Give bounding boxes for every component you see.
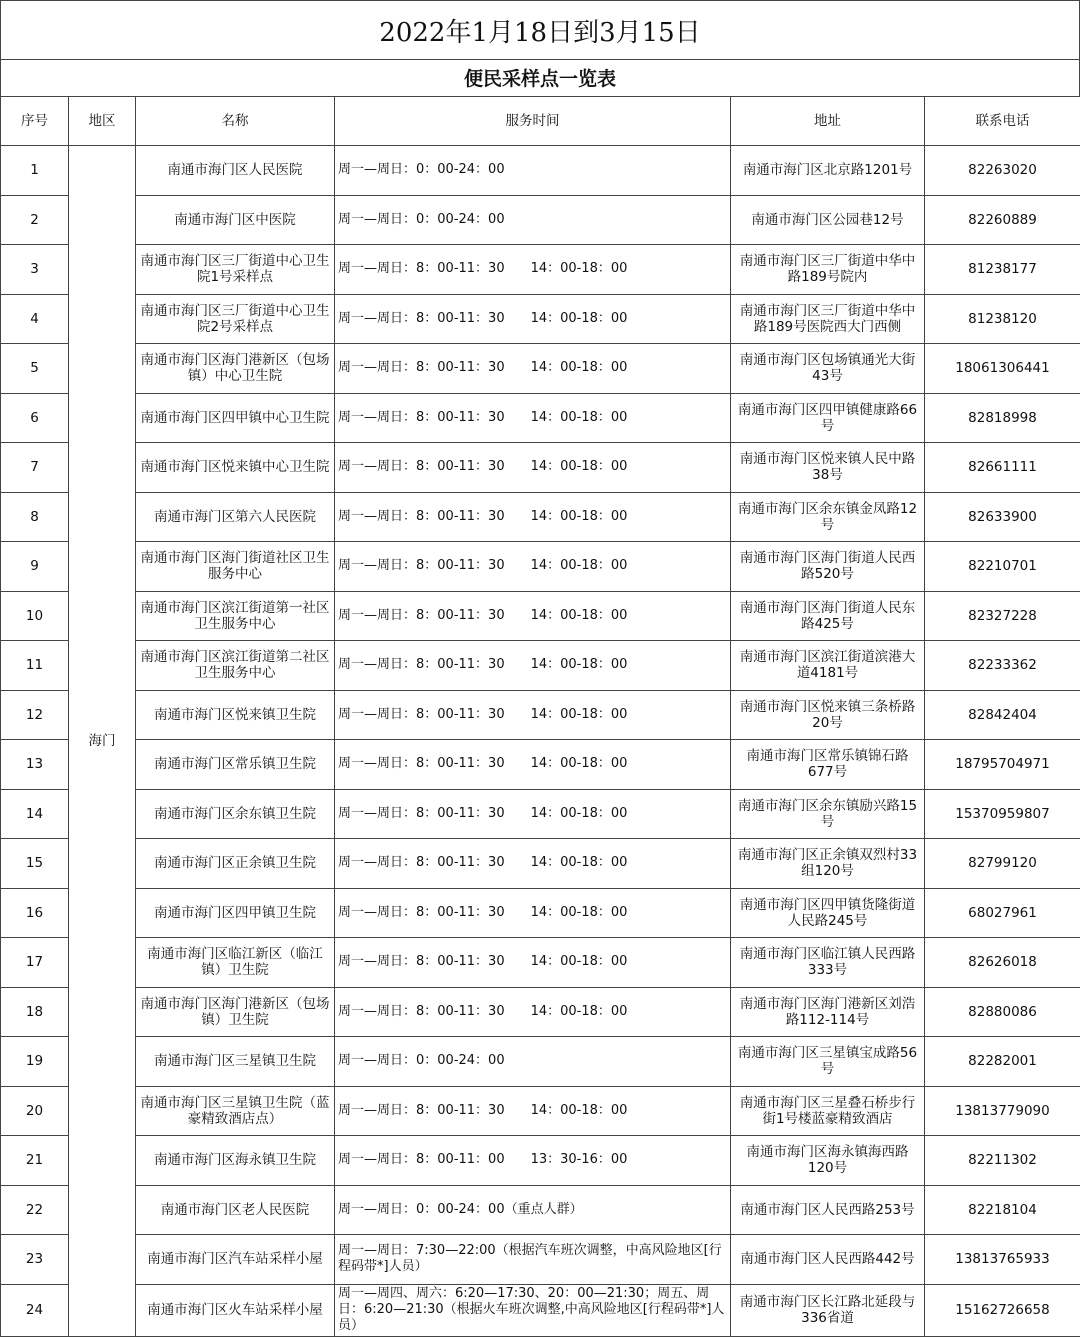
table-row: [1, 245, 1080, 295]
table-row: [1, 146, 1080, 196]
table-row: [1, 641, 1080, 691]
site-address: 南通市海门区海永镇海西路120号: [731, 1136, 925, 1186]
site-address: 南通市海门区公园巷12号: [731, 195, 925, 245]
table-row: [1, 393, 1080, 443]
contact-phone: 82263020: [925, 146, 1080, 196]
contact-phone: 82327228: [925, 591, 1080, 641]
service-time: 周一—周日：0：00-24：00（重点人群）: [335, 1185, 731, 1235]
site-name: 南通市海门区第六人民医院: [136, 492, 335, 542]
contact-phone: 82842404: [925, 690, 1080, 740]
header-name: 名称: [136, 97, 335, 146]
header-address: 地址: [731, 97, 925, 146]
row-number: 22: [1, 1185, 69, 1235]
table-row: [1, 591, 1080, 641]
site-name: 南通市海门区常乐镇卫生院: [136, 740, 335, 790]
service-time: 周一—周日：8：00-11：30 14：00-18：00: [335, 987, 731, 1037]
site-name: 南通市海门区余东镇卫生院: [136, 789, 335, 839]
site-name: 南通市海门区海永镇卫生院: [136, 1136, 335, 1186]
site-name: 南通市海门区四甲镇卫生院: [136, 888, 335, 938]
row-number: 6: [1, 393, 69, 443]
site-address: 南通市海门区余东镇金凤路12号: [731, 492, 925, 542]
contact-phone: 81238120: [925, 294, 1080, 344]
header-service-time: 服务时间: [335, 97, 731, 146]
site-address: 南通市海门区长江路北延段与336省道: [731, 1284, 925, 1336]
site-address: 南通市海门区四甲镇健康路66号: [731, 393, 925, 443]
service-time: 周一—周日：7:30—22:00（根据汽车班次调整，中高风险地区[行程码带*]人员）: [335, 1235, 731, 1285]
table-row: [1, 443, 1080, 493]
table-row: [1, 888, 1080, 938]
row-number: 18: [1, 987, 69, 1037]
site-address: 南通市海门区人民西路253号: [731, 1185, 925, 1235]
service-time: 周一—周日：8：00-11：30 14：00-18：00: [335, 245, 731, 295]
site-name: 南通市海门区人民医院: [136, 146, 335, 196]
table-row: [1, 938, 1080, 988]
site-name: 南通市海门区中医院: [136, 195, 335, 245]
service-time: 周一—周日：8：00-11：30 14：00-18：00: [335, 591, 731, 641]
row-number: 7: [1, 443, 69, 493]
contact-phone: 15162726658: [925, 1284, 1080, 1336]
site-name: 南通市海门区三星镇卫生院（蓝豪精致酒店点）: [136, 1086, 335, 1136]
contact-phone: 82818998: [925, 393, 1080, 443]
service-time: 周一—周日：0：00-24：00: [335, 146, 731, 196]
site-address: 南通市海门区四甲镇货隆街道人民路245号: [731, 888, 925, 938]
site-name: 南通市海门区汽车站采样小屋: [136, 1235, 335, 1285]
service-time: 周一—周日：8：00-11：00 13：30-16：00: [335, 1136, 731, 1186]
row-number: 9: [1, 542, 69, 592]
site-name: 南通市海门区四甲镇中心卫生院: [136, 393, 335, 443]
table-row: [1, 789, 1080, 839]
site-address: 南通市海门区海门港新区刘浩路112-114号: [731, 987, 925, 1037]
row-number: 8: [1, 492, 69, 542]
table-row: [1, 839, 1080, 889]
site-name: 南通市海门区火车站采样小屋: [136, 1284, 335, 1336]
contact-phone: 82799120: [925, 839, 1080, 889]
service-time: 周一—周日：8：00-11：30 14：00-18：00: [335, 492, 731, 542]
row-number: 24: [1, 1284, 69, 1336]
contact-phone: 68027961: [925, 888, 1080, 938]
service-time: 周一—周日：8：00-11：30 14：00-18：00: [335, 1086, 731, 1136]
service-time: 周一—周四、周六：6:20—17:30、20：00—21:30；周五、周日：6:20—21:30（根据火车班次调整,中高风险地区[行程码带*]人员）: [335, 1284, 731, 1336]
service-time: 周一—周日：8：00-11：30 14：00-18：00: [335, 740, 731, 790]
site-name: 南通市海门区三星镇卫生院: [136, 1037, 335, 1087]
service-time: 周一—周日：8：00-11：30 14：00-18：00: [335, 443, 731, 493]
table-row: [1, 1185, 1080, 1235]
table-row: [1, 542, 1080, 592]
site-name: 南通市海门区三厂街道中心卫生院2号采样点: [136, 294, 335, 344]
contact-phone: 82633900: [925, 492, 1080, 542]
site-address: 南通市海门区余东镇励兴路15号: [731, 789, 925, 839]
region-cell: 海门: [69, 146, 136, 1337]
site-name: 南通市海门区悦来镇卫生院: [136, 690, 335, 740]
site-name: 南通市海门区滨江街道第一社区卫生服务中心: [136, 591, 335, 641]
row-number: 23: [1, 1235, 69, 1285]
service-time: 周一—周日：8：00-11：30 14：00-18：00: [335, 839, 731, 889]
table-row: [1, 294, 1080, 344]
service-time: 周一—周日：8：00-11：30 14：00-18：00: [335, 641, 731, 691]
row-number: 4: [1, 294, 69, 344]
service-time: 周一—周日：8：00-11：30 14：00-18：00: [335, 393, 731, 443]
row-number: 14: [1, 789, 69, 839]
contact-phone: 15370959807: [925, 789, 1080, 839]
contact-phone: 13813765933: [925, 1235, 1080, 1285]
service-time: 周一—周日：8：00-11：30 14：00-18：00: [335, 938, 731, 988]
site-name: 南通市海门区悦来镇中心卫生院: [136, 443, 335, 493]
site-name: 南通市海门区海门港新区（包场镇）卫生院: [136, 987, 335, 1037]
page-title: 2022年1月18日到3月15日: [0, 0, 1080, 60]
site-address: 南通市海门区海门街道人民东路425号: [731, 591, 925, 641]
site-address: 南通市海门区悦来镇人民中路38号: [731, 443, 925, 493]
row-number: 10: [1, 591, 69, 641]
service-time: 周一—周日：8：00-11：30 14：00-18：00: [335, 542, 731, 592]
site-address: 南通市海门区三星镇宝成路56号: [731, 1037, 925, 1087]
header-phone: 联系电话: [925, 97, 1080, 146]
row-number: 16: [1, 888, 69, 938]
table-row: [1, 492, 1080, 542]
header-row: [1, 97, 1080, 146]
header-number: 序号: [1, 97, 69, 146]
site-address: 南通市海门区悦来镇三条桥路20号: [731, 690, 925, 740]
table-row: [1, 690, 1080, 740]
table-subtitle: 便民采样点一览表: [0, 59, 1080, 97]
site-name: 南通市海门区正余镇卫生院: [136, 839, 335, 889]
contact-phone: 82260889: [925, 195, 1080, 245]
table-row: [1, 1136, 1080, 1186]
table-row: [1, 740, 1080, 790]
site-name: 南通市海门区海门街道社区卫生服务中心: [136, 542, 335, 592]
site-address: 南通市海门区海门街道人民西路520号: [731, 542, 925, 592]
table-row: [1, 344, 1080, 394]
row-number: 19: [1, 1037, 69, 1087]
site-address: 南通市海门区常乐镇锦石路677号: [731, 740, 925, 790]
contact-phone: 82211302: [925, 1136, 1080, 1186]
service-time: 周一—周日：0：00-24：00: [335, 195, 731, 245]
contact-phone: 81238177: [925, 245, 1080, 295]
service-time: 周一—周日：8：00-11：30 14：00-18：00: [335, 789, 731, 839]
row-number: 3: [1, 245, 69, 295]
row-number: 1: [1, 146, 69, 196]
contact-phone: 82233362: [925, 641, 1080, 691]
service-time: 周一—周日：0：00-24：00: [335, 1037, 731, 1087]
site-name: 南通市海门区滨江街道第二社区卫生服务中心: [136, 641, 335, 691]
service-time: 周一—周日：8：00-11：30 14：00-18：00: [335, 344, 731, 394]
table-row: [1, 195, 1080, 245]
site-name: 南通市海门区老人民医院: [136, 1185, 335, 1235]
row-number: 21: [1, 1136, 69, 1186]
contact-phone: 82218104: [925, 1185, 1080, 1235]
site-address: 南通市海门区滨江街道滨港大道4181号: [731, 641, 925, 691]
row-number: 15: [1, 839, 69, 889]
table-row: [1, 1037, 1080, 1087]
site-name: 南通市海门区临江新区（临江镇）卫生院: [136, 938, 335, 988]
service-time: 周一—周日：8：00-11：30 14：00-18：00: [335, 690, 731, 740]
contact-phone: 82210701: [925, 542, 1080, 592]
contact-phone: 82661111: [925, 443, 1080, 493]
contact-phone: 18061306441: [925, 344, 1080, 394]
site-address: 南通市海门区正余镇双烈村33组120号: [731, 839, 925, 889]
contact-phone: 82880086: [925, 987, 1080, 1037]
site-address: 南通市海门区三星叠石桥步行街1号楼蓝豪精致酒店: [731, 1086, 925, 1136]
table-row: [1, 1086, 1080, 1136]
contact-phone: 18795704971: [925, 740, 1080, 790]
service-time: 周一—周日：8：00-11：30 14：00-18：00: [335, 888, 731, 938]
table-row: [1, 1284, 1080, 1336]
row-number: 5: [1, 344, 69, 394]
contact-phone: 82282001: [925, 1037, 1080, 1087]
row-number: 13: [1, 740, 69, 790]
table-row: [1, 1235, 1080, 1285]
service-time: 周一—周日：8：00-11：30 14：00-18：00: [335, 294, 731, 344]
contact-phone: 82626018: [925, 938, 1080, 988]
sampling-sites-table: [0, 96, 1080, 1337]
header-region: 地区: [69, 97, 136, 146]
site-address: 南通市海门区三厂街道中华中路189号院内: [731, 245, 925, 295]
contact-phone: 13813779090: [925, 1086, 1080, 1136]
site-address: 南通市海门区临江镇人民西路333号: [731, 938, 925, 988]
site-address: 南通市海门区三厂街道中华中路189号医院西大门西侧: [731, 294, 925, 344]
site-address: 南通市海门区北京路1201号: [731, 146, 925, 196]
site-address: 南通市海门区包场镇通光大街43号: [731, 344, 925, 394]
table-row: [1, 987, 1080, 1037]
site-name: 南通市海门区三厂街道中心卫生院1号采样点: [136, 245, 335, 295]
row-number: 11: [1, 641, 69, 691]
site-name: 南通市海门区海门港新区（包场镇）中心卫生院: [136, 344, 335, 394]
row-number: 12: [1, 690, 69, 740]
row-number: 20: [1, 1086, 69, 1136]
row-number: 17: [1, 938, 69, 988]
row-number: 2: [1, 195, 69, 245]
site-address: 南通市海门区人民西路442号: [731, 1235, 925, 1285]
